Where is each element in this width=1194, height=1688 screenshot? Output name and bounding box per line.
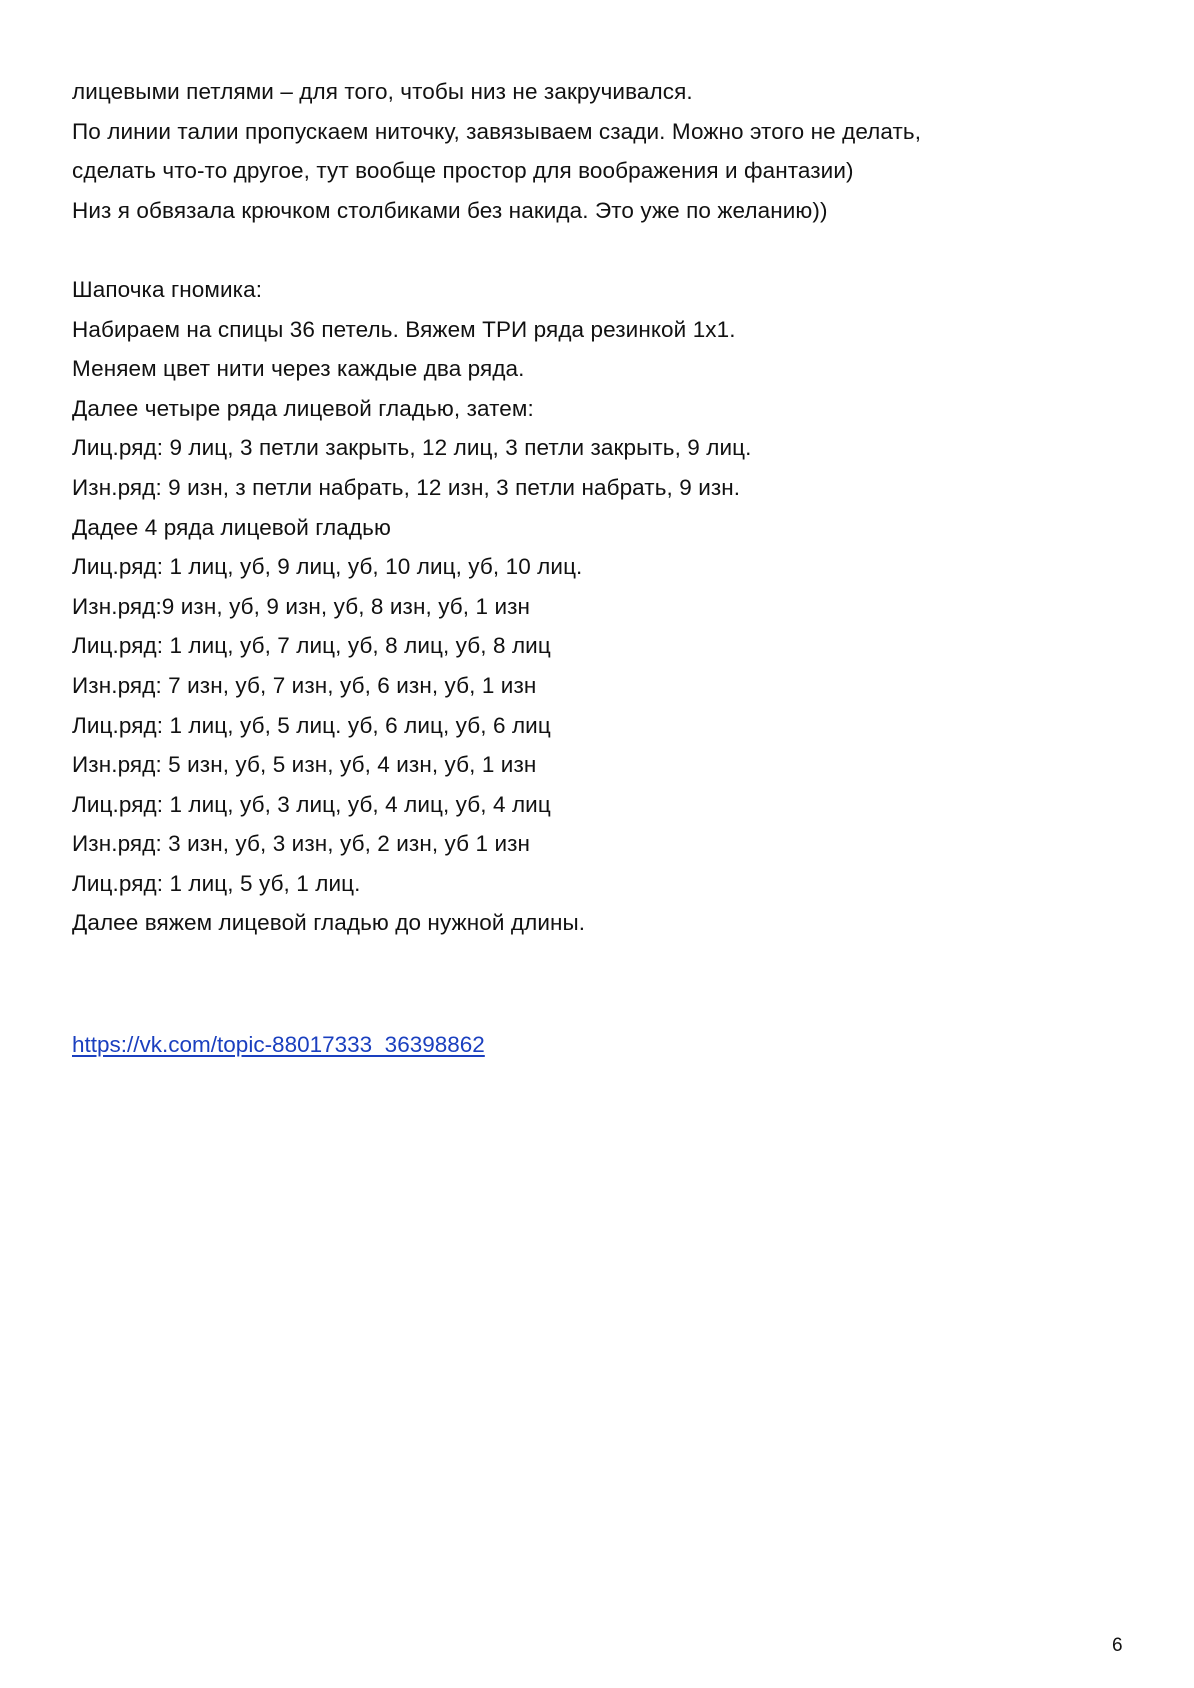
source-link-container	[72, 1025, 485, 1065]
instruction-line: Лиц.ряд: 1 лиц, уб, 9 лиц, уб, 10 лиц, уб, 10 лиц.	[72, 554, 583, 580]
instruction-line: Изн.ряд: 9 изн, з петли набрать, 12 изн, 3 петли набрать, 9 изн.	[72, 474, 741, 500]
instruction-line: Лиц.ряд: 9 лиц, 3 петли закрыть, 12 лиц, 3 петли закрыть, 9 лиц.	[72, 435, 752, 461]
text-line: По линии талии пропускаем ниточку, завязываем сзади. Можно этого не делать,	[72, 118, 922, 144]
instruction-line: Меняем цвет нити через каждые два ряда.	[72, 356, 525, 382]
instruction-line: Лиц.ряд: 1 лиц, 5 уб, 1 лиц.	[72, 870, 361, 896]
instruction-line: Изн.ряд: 3 изн, уб, 3 изн, уб, 2 изн, уб 1 изн	[72, 831, 531, 857]
instruction-line: Набираем на спицы 36 петель. Вяжем ТРИ ряда резинкой 1х1.	[72, 316, 736, 342]
instruction-line: Изн.ряд:9 изн, уб, 9 изн, уб, 8 изн, уб, 1 изн	[72, 593, 531, 619]
instruction-line: Дадее 4 ряда лицевой гладью	[72, 514, 391, 540]
instruction-line: Лиц.ряд: 1 лиц, уб, 3 лиц, уб, 4 лиц, уб, 4 лиц	[72, 791, 551, 817]
instruction-line: Лиц.ряд: 1 лиц, уб, 5 лиц. уб, 6 лиц, уб, 6 лиц	[72, 712, 551, 738]
instruction-line: Лиц.ряд: 1 лиц, уб, 7 лиц, уб, 8 лиц, уб, 8 лиц	[72, 633, 551, 659]
section-title: Шапочка гномика:	[72, 276, 263, 302]
instruction-line: Изн.ряд: 5 изн, уб, 5 изн, уб, 4 изн, уб, 1 изн	[72, 752, 537, 778]
document-body	[72, 72, 1112, 943]
instruction-line: Далее четыре ряда лицевой гладью, затем:	[72, 395, 534, 421]
text-line: лицевыми петлями – для того, чтобы низ не закручивался.	[72, 79, 693, 104]
text-line: сделать что-то другое, тут вообще простор для воображения и фантазии)	[72, 158, 854, 184]
paragraph-gap	[72, 230, 1112, 270]
page-number: 6	[1112, 1635, 1123, 1656]
source-link[interactable]: https://vk.com/topic-88017333_36398862	[72, 1032, 485, 1057]
instruction-line: Далее вяжем лицевой гладью до нужной длины.	[72, 910, 586, 936]
text-line: Низ я обвязала крючком столбиками без накида. Это уже по желанию))	[72, 197, 828, 223]
instruction-line: Изн.ряд: 7 изн, уб, 7 изн, уб, 6 изн, уб, 1 изн	[72, 672, 537, 698]
